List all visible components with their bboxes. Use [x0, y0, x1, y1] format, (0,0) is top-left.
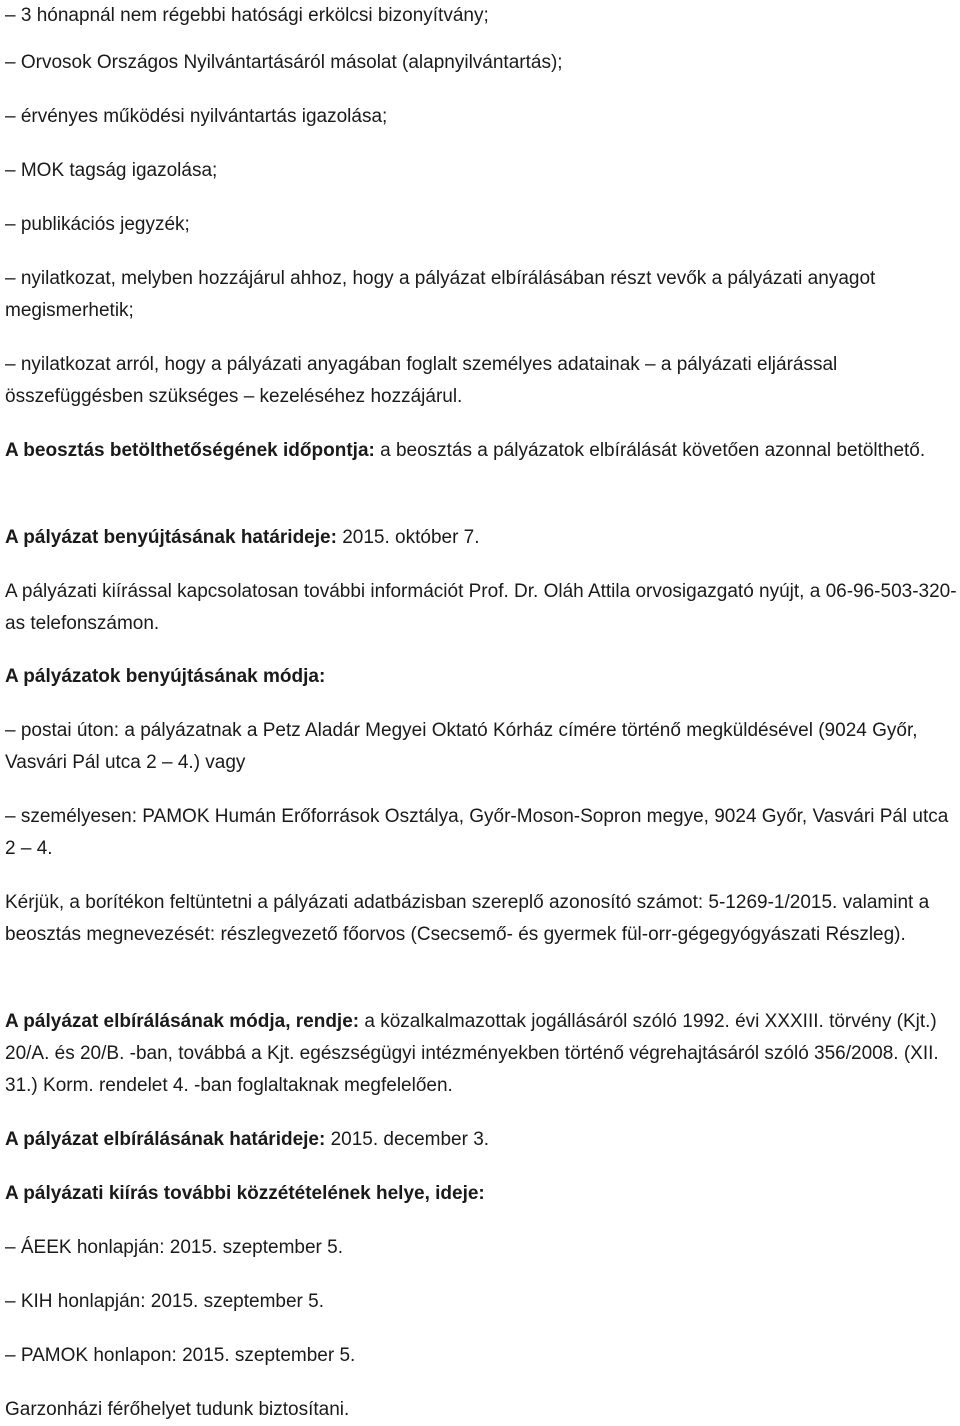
bullet-publications: – publikációs jegyzék; [5, 214, 190, 235]
deadline-text: 2015. október 7. [336, 527, 480, 548]
deadline-label: A pályázat benyújtásának határideje: [5, 527, 337, 548]
submission-personal: – személyesen: PAMOK Humán Erőforrások Osztálya, Győr-Moson-Sopron megye, 9024 Győr, Vasvári Pál utca 2 – 4. [5, 806, 949, 859]
fill-date-text: a beosztás a pályázatok elbírálását követően azonnal betölthető. [374, 440, 926, 461]
publication-item-pamok: – PAMOK honlapon: 2015. szeptember 5. [5, 1345, 356, 1366]
bullet-consent-data: – nyilatkozat arról, hogy a pályázati anyagában foglalt személyes adatainak – a pályázati eljárással összefüggésben szükséges – kezeléséhez hozzájárul. [5, 354, 838, 407]
fill-date-paragraph [5, 435, 957, 467]
evaluation-text: a közalkalmazottak jogállásáról szóló 1992. évi XXXIII. törvény (Kjt.) 20/A. és 20/B. -ban, továbbá a Kjt. egészségügyi intézményekben történő végrehajtásáról szóló 356/2008. (XII. 31.) Korm. rendelet 4. -ban foglaltaknak megfelelően. [5, 1011, 939, 1096]
eval-deadline-label: A pályázat elbírálásának határideje: [5, 1129, 326, 1150]
bullet-consent-review: – nyilatkozat, melyben hozzájárul ahhoz, hogy a pályázat elbírálásában részt vevők a pályázati anyagot megismerhetik; [5, 268, 876, 321]
info-paragraph: A pályázati kiírással kapcsolatosan további információt Prof. Dr. Oláh Attila orvosigazgató nyújt, a 06-96-503-320-as telefonszámon. [5, 581, 957, 634]
closing-paragraph: Garzonházi férőhelyet tudunk biztosítani. [5, 1399, 350, 1420]
deadline-paragraph [5, 522, 957, 554]
envelope-paragraph: Kérjük, a borítékon feltüntetni a pályázati adatbázisban szereplő azonosító számot: 5-1269-1/2015. valamint a beosztás megnevezését: részlegvezető főorvos (Csecsemő- és gyermek fül-orr-gégegyógyászati Részleg). [5, 892, 930, 945]
eval-deadline-paragraph [5, 1124, 957, 1156]
bullet-registry-copy: – Orvosok Országos Nyilvántartásáról másolat (alapnyilvántartás); [5, 52, 563, 73]
submission-postal: – postai úton: a pályázatnak a Petz Aladár Megyei Oktató Kórház címére történő megküldésével (9024 Győr, Vasvári Pál utca 2 – 4.) vagy [5, 720, 918, 773]
evaluation-paragraph [5, 1006, 957, 1102]
fill-date-label: A beosztás betölthetőségének időpontja: [5, 440, 375, 461]
publication-item-aeek: – ÁEEK honlapján: 2015. szeptember 5. [5, 1237, 344, 1258]
submission-heading: A pályázatok benyújtásának módja: [5, 666, 326, 687]
bullet-license: – érvényes működési nyilvántartás igazolása; [5, 106, 388, 127]
bullet-mok-membership: – MOK tagság igazolása; [5, 160, 218, 181]
eval-deadline-text: 2015. december 3. [325, 1129, 490, 1150]
publication-heading: A pályázati kiírás további közzétételének helye, ideje: [5, 1183, 485, 1204]
evaluation-label: A pályázat elbírálásának módja, rendje: [5, 1011, 360, 1032]
publication-item-kih: – KIH honlapján: 2015. szeptember 5. [5, 1291, 324, 1312]
bullet-certificate: – 3 hónapnál nem régebbi hatósági erkölcsi bizonyítvány; [5, 5, 489, 26]
